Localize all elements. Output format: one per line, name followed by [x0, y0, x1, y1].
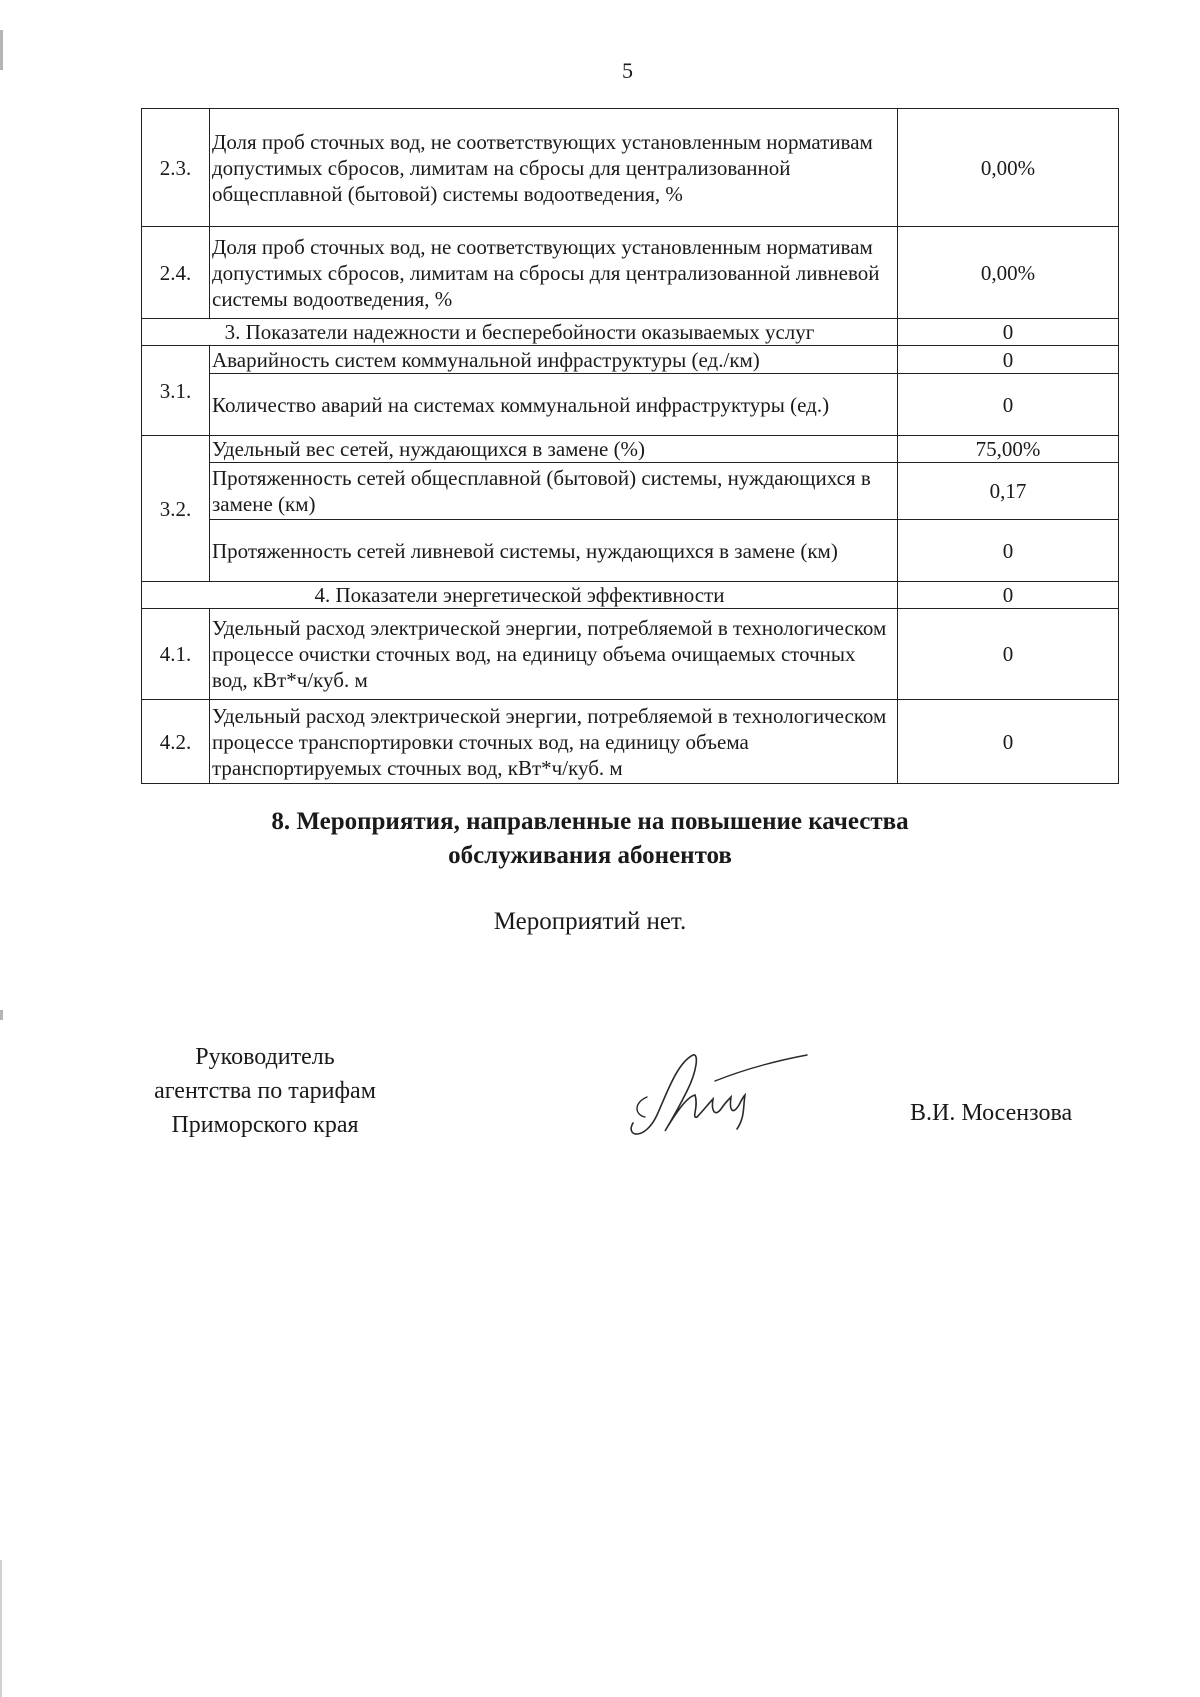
row-value: 0	[898, 582, 1119, 609]
table-row	[142, 463, 1119, 520]
row-description: Удельный расход электрической энергии, потребляемой в технологическом процессе очистки сточных вод, на единицу объема очищаемых сточных вод, кВт*ч/куб. м	[210, 609, 898, 700]
table-row	[142, 520, 1119, 582]
signer-position	[130, 1040, 400, 1142]
table-row	[142, 346, 1119, 374]
row-description: Удельный расход электрической энергии, потребляемой в технологическом процессе транспортировки сточных вод, на единицу объема транспортируемых сточных вод, кВт*ч/куб. м	[210, 700, 898, 784]
section-heading: 4. Показатели энергетической эффективности	[142, 582, 898, 609]
scan-edge	[0, 1010, 3, 1020]
handwritten-signature	[625, 1045, 815, 1145]
table-row	[142, 700, 1119, 784]
row-value: 0,17	[898, 463, 1119, 520]
table-row	[142, 109, 1119, 227]
row-description: Количество аварий на системах коммунальной инфраструктуры (ед.)	[210, 374, 898, 436]
table-row	[142, 436, 1119, 463]
section-row	[142, 582, 1119, 609]
row-number: 3.1.	[142, 346, 210, 436]
table-row	[142, 374, 1119, 436]
row-value: 0	[898, 374, 1119, 436]
section-title-line: 8. Мероприятия, направленные на повышение качества	[271, 808, 909, 835]
row-description: Аварийность систем коммунальной инфраструктуры (ед./км)	[210, 346, 898, 374]
table-row	[142, 609, 1119, 700]
section-row	[142, 319, 1119, 346]
section-title-line: обслуживания абонентов	[448, 842, 732, 869]
row-description: Протяженность сетей ливневой системы, нуждающихся в замене (км)	[210, 520, 898, 582]
signer-position-line: Приморского края	[171, 1112, 359, 1138]
indicators-table	[141, 108, 1119, 784]
row-description: Протяженность сетей общесплавной (бытовой) системы, нуждающихся в замене (км)	[210, 463, 898, 520]
row-value: 0	[898, 346, 1119, 374]
row-description: Доля проб сточных вод, не соответствующих установленным нормативам допустимых сбросов, лимитам на сбросы для централизованной ливневой системы водоотведения, %	[210, 227, 898, 319]
section-title	[160, 805, 1020, 873]
row-value: 0	[898, 700, 1119, 784]
row-number: 3.2.	[142, 436, 210, 582]
section-heading: 3. Показатели надежности и бесперебойности оказываемых услуг	[142, 319, 898, 346]
row-number: 2.3.	[142, 109, 210, 227]
row-description: Доля проб сточных вод, не соответствующих установленным нормативам допустимых сбросов, лимитам на сбросы для централизованной общесплавной (бытовой) системы водоотведения, %	[210, 109, 898, 227]
signer-name: В.И. Мосензова	[910, 1100, 1073, 1126]
signer-position-line: Руководитель	[195, 1044, 335, 1070]
row-value: 0,00%	[898, 227, 1119, 319]
row-number: 4.2.	[142, 700, 210, 784]
scan-edge	[0, 1560, 2, 1697]
table-row	[142, 227, 1119, 319]
row-value: 75,00%	[898, 436, 1119, 463]
signer-position-line: агентства по тарифам	[154, 1078, 376, 1104]
row-value: 0	[898, 609, 1119, 700]
row-number: 2.4.	[142, 227, 210, 319]
row-value: 0,00%	[898, 109, 1119, 227]
row-value: 0	[898, 319, 1119, 346]
row-number: 4.1.	[142, 609, 210, 700]
section-body: Мероприятий нет.	[493, 908, 687, 935]
row-description: Удельный вес сетей, нуждающихся в замене (%)	[210, 436, 898, 463]
page-number: 5	[622, 58, 633, 83]
row-value: 0	[898, 520, 1119, 582]
